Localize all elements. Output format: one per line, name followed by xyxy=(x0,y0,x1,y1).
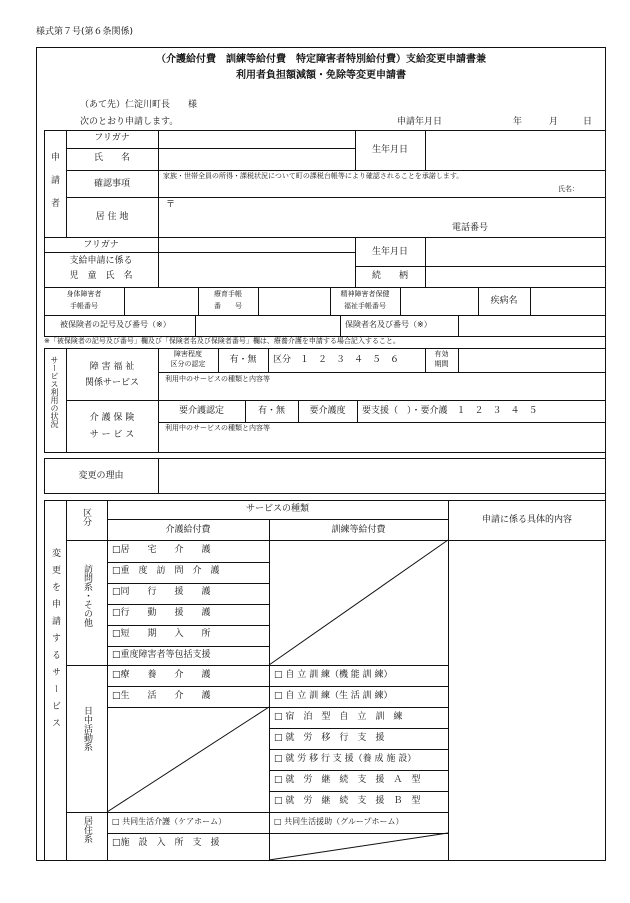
grid-line xyxy=(269,707,448,708)
grid-line xyxy=(268,348,269,372)
grid-line xyxy=(269,749,448,750)
care-yesno: 有・無 xyxy=(257,406,285,416)
intro-text: 次のとおり申請します。 xyxy=(80,117,179,127)
applicant-name-label: 氏 名 xyxy=(93,153,130,163)
disability-detail-label: 利用中のサービスの種類と内容等 xyxy=(165,375,270,383)
care-insurance-label-1: 介 護 保 険 xyxy=(89,413,135,423)
grid-line xyxy=(400,287,401,315)
child-label-line-2: 児 童 氏 名 xyxy=(69,271,133,281)
insured-note: ※「被保険者の記号及び番号」欄及び「保険者名及び保険者番号」欄は、療養介護を申請する場合記入すること。 xyxy=(44,337,400,345)
grid-line xyxy=(107,519,448,520)
insurer-number-label: 保険者名及び番号（※） xyxy=(345,320,432,329)
grid-line xyxy=(158,130,159,287)
grid-line xyxy=(44,348,45,452)
date-year: 年 xyxy=(513,117,523,127)
grid-line xyxy=(44,452,606,453)
phone-label: 電話番号 xyxy=(452,223,489,233)
grid-line xyxy=(107,562,269,563)
grid-line xyxy=(44,348,606,349)
training-item[interactable]: □ 就 労 継 続 支 援 Ｂ 型 xyxy=(274,796,421,806)
grid-line xyxy=(448,500,449,860)
child-relation-label: 続 柄 xyxy=(371,271,408,281)
day-activity-category-label: 日中活動系 xyxy=(82,706,92,751)
title-line-1: （介護給付費 訓練等給付費 特定障害者特別給付費）支給変更申請書兼 xyxy=(156,54,486,65)
disease-label: 疾病名 xyxy=(490,296,518,306)
disability-service-label-2: 関係サービス xyxy=(84,378,139,388)
outer-border-bottom xyxy=(36,860,606,861)
grid-line xyxy=(107,625,269,626)
date-month: 月 xyxy=(549,117,559,127)
grid-line xyxy=(355,266,606,267)
visit-item[interactable]: □重度障害者等包括支援 xyxy=(112,650,211,660)
care-benefit-header: 介護給付費 xyxy=(165,525,211,535)
training-item[interactable]: □ 就 労 継 続 支 援 Ａ 型 xyxy=(274,775,421,785)
address-label: 居 住 地 xyxy=(95,212,129,222)
physical-handbook-label-2: 手帳番号 xyxy=(70,302,98,310)
kubun-header: 区分 xyxy=(81,508,91,526)
grid-line xyxy=(44,130,606,131)
grid-line xyxy=(269,519,270,860)
service-types-header: サービスの種類 xyxy=(245,504,309,514)
grid-line xyxy=(458,348,459,372)
date-day: 日 xyxy=(583,117,593,127)
residence-care-item[interactable]: □ 共同生活介護（ケアホーム） xyxy=(112,817,227,826)
visit-item[interactable]: □行 動 援 護 xyxy=(112,608,211,618)
grid-line xyxy=(340,315,341,336)
valid-period-label-1: 有効 xyxy=(434,350,449,358)
grid-line xyxy=(458,315,459,336)
visit-item[interactable]: □居 宅 介 護 xyxy=(112,545,211,555)
grid-line xyxy=(44,500,606,501)
grid-line xyxy=(107,583,269,584)
care-detail-label: 利用中のサービスの種類と内容等 xyxy=(165,424,270,432)
grid-line xyxy=(158,458,159,493)
addressee: （あて先）仁淀川町長 様 xyxy=(80,100,198,110)
grid-line xyxy=(530,287,531,315)
grid-line xyxy=(66,540,606,541)
grid-line xyxy=(44,237,606,238)
consent-text: 家族・世帯全員の所得・課税状況について町の課税台帳等により確認されることを承諾します。 xyxy=(163,172,464,180)
change-section-label: 変更を申請するサービス xyxy=(50,548,60,735)
form-number: 様式第７号(第６条関係) xyxy=(36,27,134,37)
training-item[interactable]: □ 自 立 訓 練（生 活 訓 練） xyxy=(274,691,393,701)
grid-line xyxy=(66,500,67,860)
mental-handbook-label-1: 精神障害者保健 xyxy=(340,290,390,298)
grid-line xyxy=(44,493,606,494)
application-date-label: 申請年月日 xyxy=(397,117,443,127)
grid-line xyxy=(66,812,448,813)
care-cert-label: 要介護認定 xyxy=(178,406,224,416)
residence-care-item[interactable]: □施 設 入 所 支 援 xyxy=(112,838,220,848)
child-birthdate-label: 生年月日 xyxy=(371,247,408,257)
disability-category: 区分 １ ２ ３ ４ ５ ６ xyxy=(273,355,400,365)
training-item[interactable]: □ 宿 泊 型 自 立 訓 練 xyxy=(274,712,403,722)
grid-line xyxy=(107,686,269,687)
grid-line xyxy=(107,500,108,860)
grid-line xyxy=(66,400,606,401)
disability-level-label-1: 障害程度 xyxy=(174,350,202,358)
insured-number-label: 被保険者の記号及び番号（※） xyxy=(60,320,171,329)
outer-border-left xyxy=(36,47,37,861)
day-care-item[interactable]: □療 養 介 護 xyxy=(112,670,211,680)
mental-handbook-label-2: 福祉手帳番号 xyxy=(344,302,386,310)
confirmation-label: 確認事項 xyxy=(93,179,130,189)
training-item[interactable]: □ 就 労 移 行 支 援 xyxy=(274,733,385,743)
child-furigana-label: フリガナ xyxy=(83,240,119,250)
residence-training-item[interactable]: □ 共同生活援助（グループホーム） xyxy=(274,817,404,826)
visit-category-label: 訪問系・その他 xyxy=(82,564,92,627)
outer-border-top xyxy=(36,47,606,48)
care-insurance-label-2: サ ー ビ ス xyxy=(89,430,135,440)
reason-label: 変更の理由 xyxy=(78,471,124,481)
training-item[interactable]: □ 就 労 移 行 支 援（養 成 施 設） xyxy=(274,754,417,764)
grid-line xyxy=(107,604,269,605)
grid-line xyxy=(44,500,45,860)
training-item[interactable]: □ 自 立 訓 練（機 能 訓 練） xyxy=(274,670,393,680)
applicant-birthdate-label: 生年月日 xyxy=(371,145,408,155)
grid-line xyxy=(44,287,606,288)
grid-line xyxy=(425,130,426,170)
visit-item[interactable]: □重 度 訪 問 介 護 xyxy=(112,566,220,576)
day-care-item[interactable]: □生 活 介 護 xyxy=(112,691,211,701)
grid-line xyxy=(195,315,196,336)
grid-line xyxy=(66,148,355,149)
care-levels: 要支援（ ）・要介護 １ ２ ３ ４ ５ xyxy=(362,406,538,416)
visit-item[interactable]: □同 行 援 護 xyxy=(112,587,211,597)
grid-line xyxy=(124,287,125,315)
disability-level-label-2: 区分の認定 xyxy=(170,360,206,368)
valid-period-label-2: 期間 xyxy=(434,360,449,368)
grid-line xyxy=(66,665,448,666)
residence-category-label: 居住系 xyxy=(82,816,92,843)
physical-handbook-label-1: 身体障害者 xyxy=(66,290,102,298)
rehab-handbook-label-2: 番 号 xyxy=(214,302,242,310)
grid-line xyxy=(44,315,606,316)
grid-line xyxy=(66,197,606,198)
grid-line xyxy=(269,791,448,792)
grid-line xyxy=(107,833,448,834)
applicant-section-label: 申請者 xyxy=(49,152,59,221)
grid-line xyxy=(66,170,606,171)
disability-service-label-1: 障 害 福 祉 xyxy=(89,362,135,372)
grid-line xyxy=(258,287,259,315)
grid-line xyxy=(269,770,448,771)
training-benefit-header: 訓練等給付費 xyxy=(331,525,386,535)
grid-line xyxy=(425,237,426,287)
title-line-2: 利用者負担額減額・免除等変更申請書 xyxy=(236,70,406,81)
grid-line xyxy=(44,252,355,253)
consent-name-label: 氏名： xyxy=(558,185,579,193)
grid-line xyxy=(44,458,606,459)
grid-line xyxy=(158,422,606,423)
grid-line xyxy=(107,646,269,647)
grid-line xyxy=(107,707,269,708)
specific-content-header: 申請に係る具体的内容 xyxy=(481,515,572,525)
grid-line xyxy=(269,686,448,687)
grid-line xyxy=(158,372,606,373)
postal-mark: 〒 xyxy=(166,200,176,210)
service-status-section-label: サービス利用の状況 xyxy=(50,356,59,428)
visit-item[interactable]: □短 期 入 所 xyxy=(112,629,211,639)
grid-line xyxy=(269,728,448,729)
applicant-furigana-label: フリガナ xyxy=(94,133,130,143)
child-label-line-1: 支給申請に係る xyxy=(69,256,133,266)
care-degree-label: 要介護度 xyxy=(309,406,346,416)
disability-yesno: 有・無 xyxy=(229,355,257,365)
rehab-handbook-label-1: 療育手帳 xyxy=(214,290,242,298)
grid-line xyxy=(357,400,358,422)
